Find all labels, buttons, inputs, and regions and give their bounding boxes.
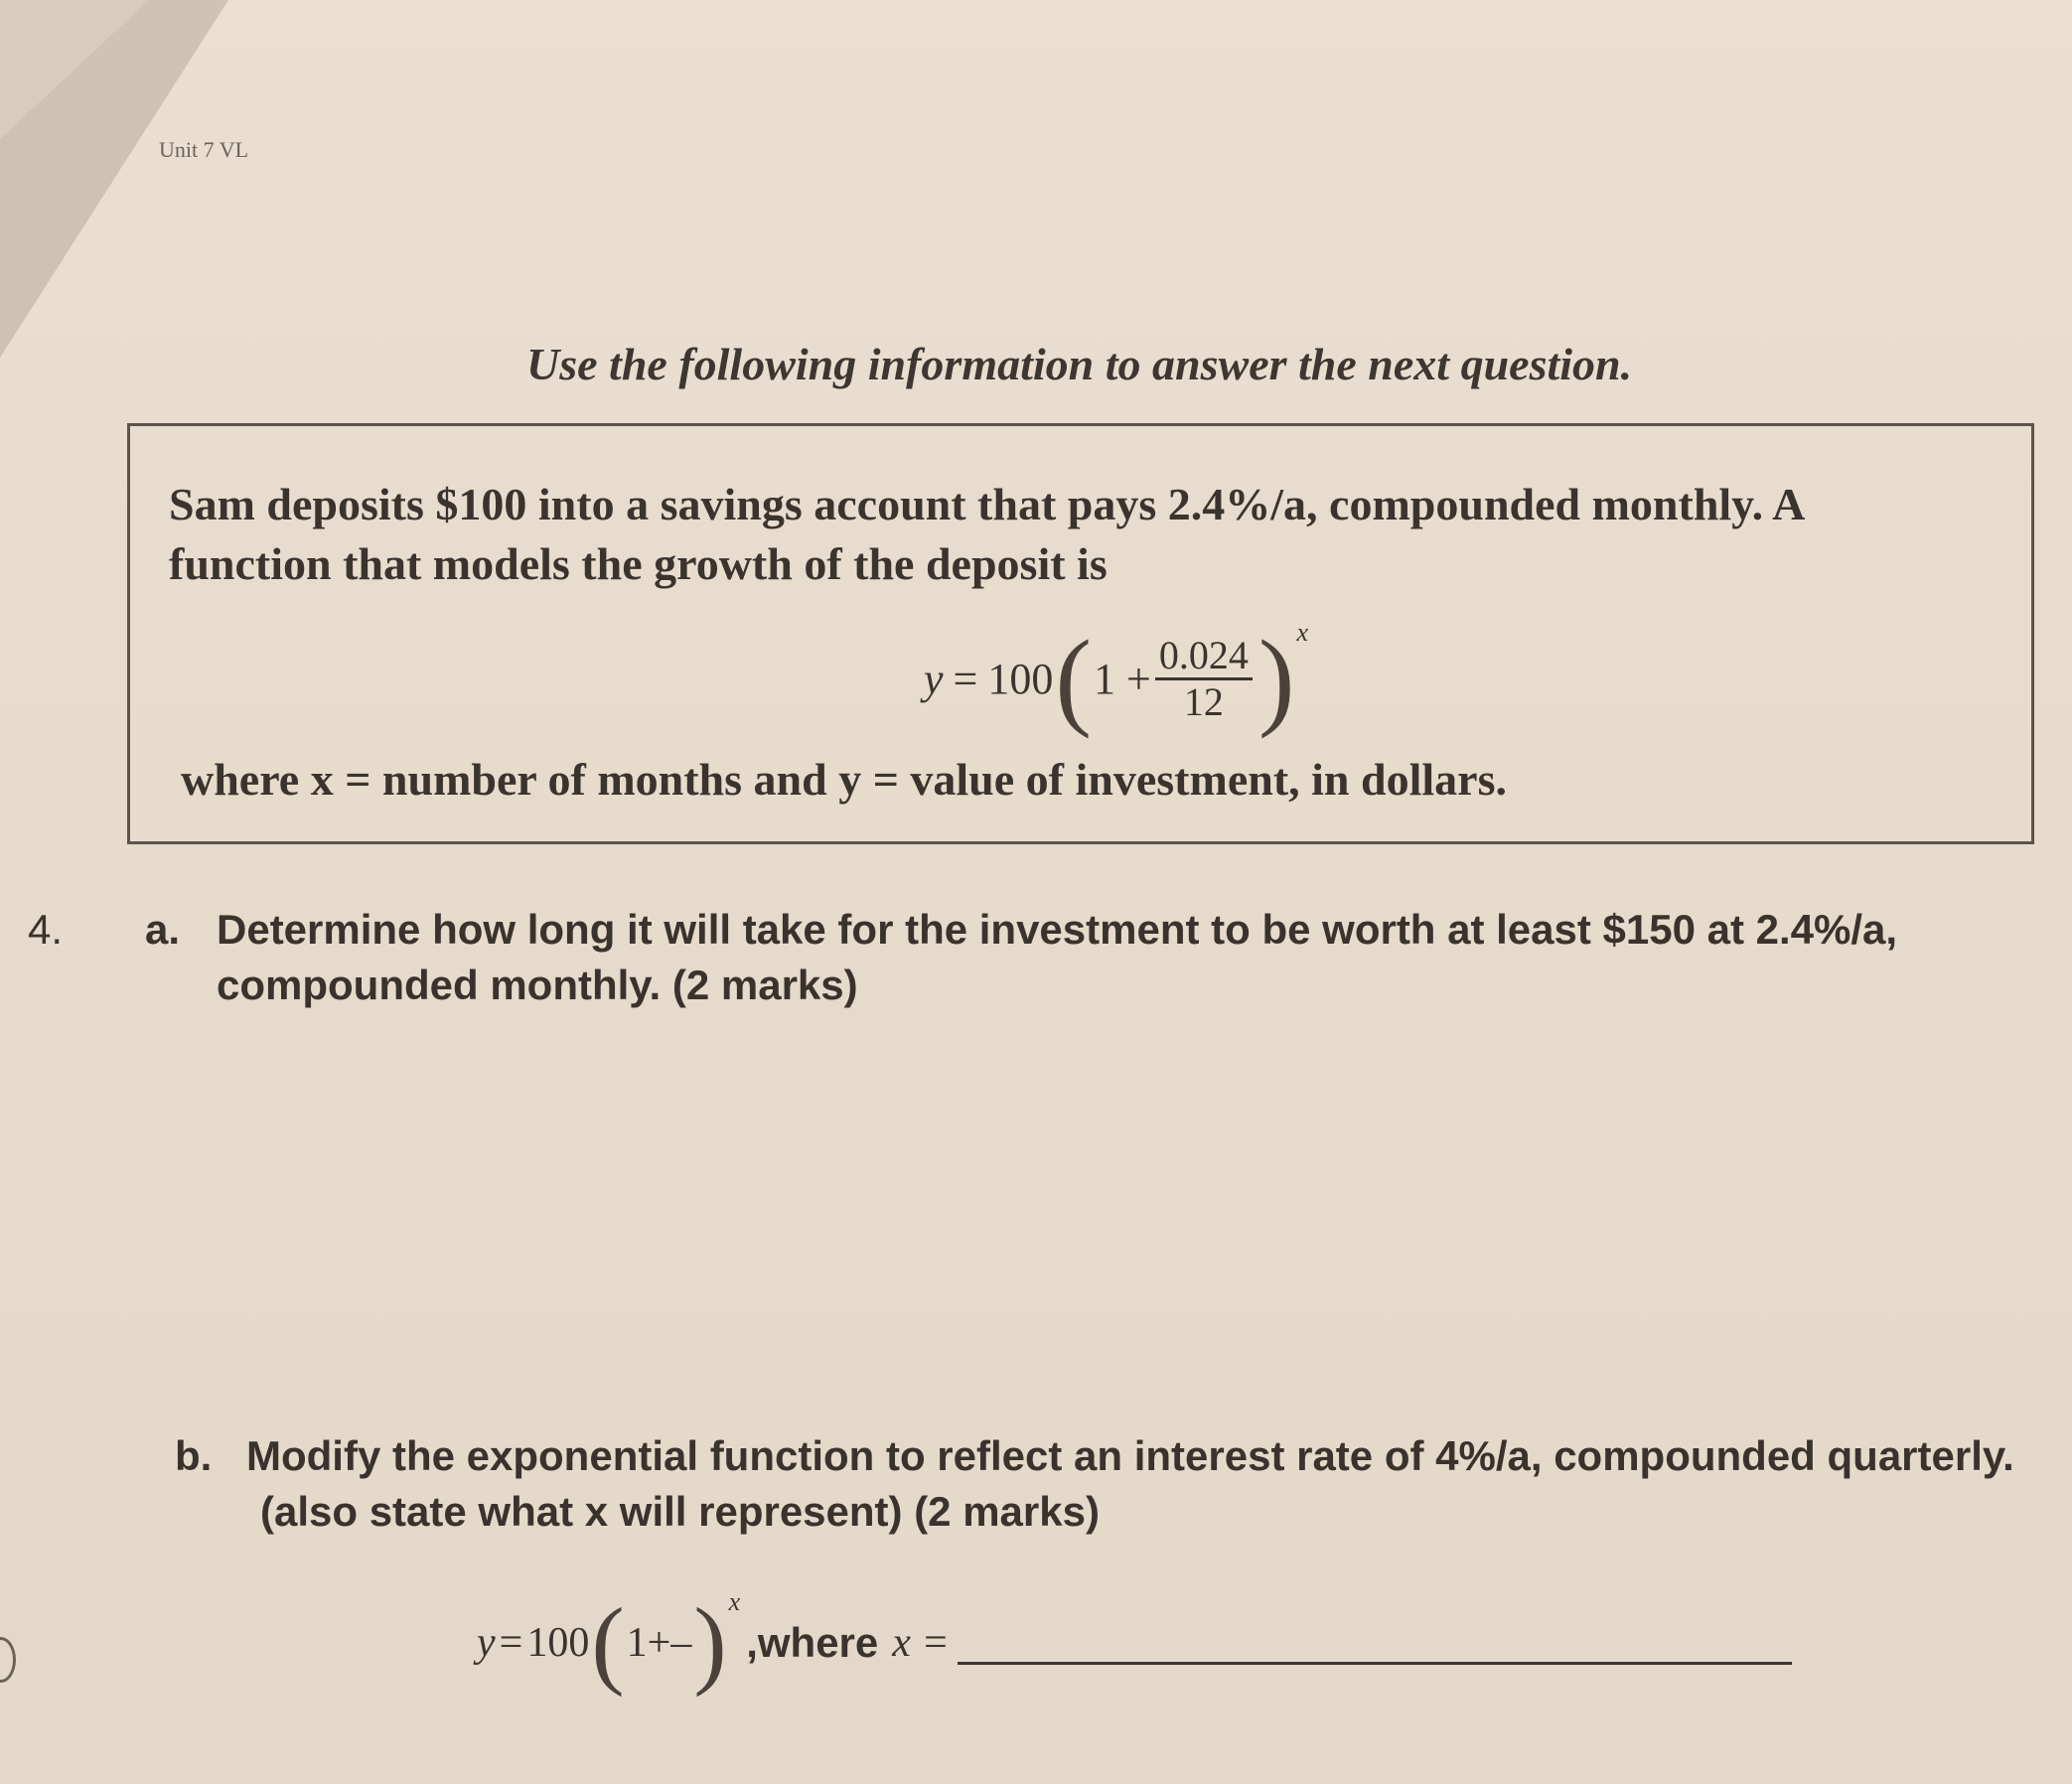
page-corner-fold (0, 0, 149, 139)
formula-one-plus: 1 + (1094, 654, 1151, 703)
formula-equals: = (953, 654, 978, 703)
formula-b-where: ,where (746, 1619, 879, 1666)
formula-b-one-plus: 1+ (626, 1620, 671, 1666)
binder-hole-mark (0, 1637, 16, 1683)
formula-b-lhs: y (477, 1620, 496, 1666)
formula-coefficient: 100 (987, 654, 1054, 703)
formula-b-left-paren: ( (591, 1587, 625, 1698)
part-b-line1: Modify the exponential function to reflect an interest rate of 4%/a, compounded quarterly. (246, 1432, 2014, 1479)
part-b-line2: (also state what x will represent) (2 marks) (260, 1488, 1100, 1535)
formula-right-paren: ) (1258, 618, 1295, 739)
variable-definitions: where x = number of months and y = value of investment, in dollars. (181, 754, 1507, 805)
part-a-line2: compounded monthly. (2 marks) (217, 962, 858, 1008)
formula-b-x-eq: x = (892, 1620, 950, 1666)
formula-b-right-paren: ) (693, 1587, 727, 1698)
formula-b-exponent: x (728, 1587, 741, 1616)
formula-b-equals: = (499, 1620, 523, 1666)
formula-exponent: x (1296, 618, 1309, 647)
part-a-label: a. (145, 906, 181, 953)
formula-numerator: 0.024 (1155, 634, 1253, 680)
formula-b-coefficient: 100 (526, 1620, 590, 1666)
info-box-text: Sam deposits $100 into a savings account that pays 2.4%/a, compounded monthly. A function that models the growth of the deposit is (169, 479, 1803, 589)
part-a-line1: Determine how long it will take for the investment to be worth at least $150 at 2.4%/a, (217, 906, 1898, 953)
formula-fraction (1155, 634, 1253, 724)
formula-left-paren: ( (1055, 618, 1092, 739)
header-note: Unit 7 VL (159, 137, 249, 162)
answer-blank-line[interactable] (958, 1622, 1792, 1665)
growth-formula (924, 618, 1309, 739)
modified-formula (477, 1587, 1792, 1698)
question-part-b (175, 1428, 2022, 1540)
formula-denominator: 12 (1183, 678, 1224, 724)
question-part-a (145, 902, 1993, 1013)
part-b-label: b. (175, 1432, 213, 1479)
question-number: 4. (28, 906, 64, 953)
formula-b-fraction-bar: – (670, 1620, 692, 1666)
formula-lhs: y (924, 654, 944, 703)
intro-instruction: Use the following information to answer the next question. (526, 339, 1633, 389)
